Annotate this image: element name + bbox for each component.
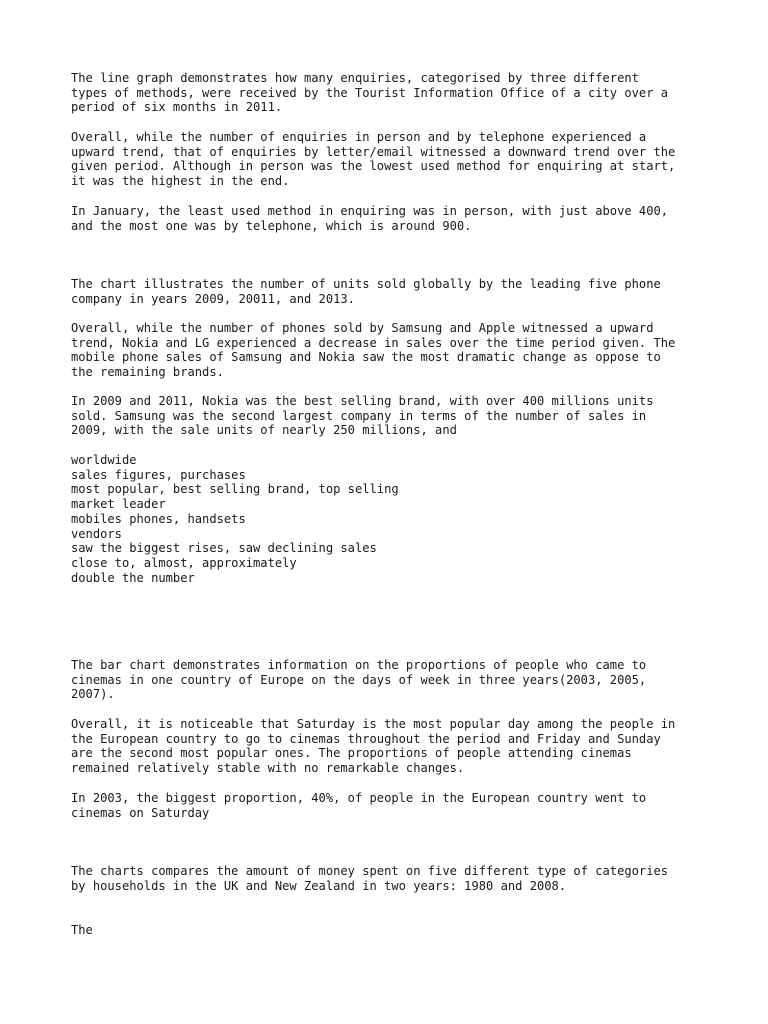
vocabulary-item: double the number xyxy=(71,570,195,585)
paragraph-phone-chart-intro: The chart illustrates the number of units sold globally by the leading five phone company in years 2009, 20011, and 2013. xyxy=(71,277,661,306)
paragraph-cinema-chart-overview: Overall, it is noticeable that Saturday is the most popular day among the people in the European country to go to cinemas throughout the period and Friday and Sunday are the second most popular ones. The proportions of people attending cinemas remained relatively stable with no remarkable changes. xyxy=(71,717,676,776)
paragraph-spending-chart-start: The xyxy=(71,923,93,937)
vocabulary-item: mobiles phones, handsets xyxy=(71,511,246,526)
vocabulary-item: sales figures, purchases xyxy=(71,467,246,482)
vocabulary-item: market leader xyxy=(71,497,166,512)
paragraph-cinema-chart-intro: The bar chart demonstrates information on the proportions of people who came to cinemas in one country of Europe on the days of week in three years(2003, 2005, 2007). xyxy=(71,658,647,702)
vocabulary-item: most popular, best selling brand, top selling xyxy=(71,482,399,497)
paragraph-line-graph-overview: Overall, while the number of enquiries in person and by telephone experienced a upward trend, that of enquiries by letter/email witnessed a downward trend over the given period. Although in person was the lowest used method for enquiring at start, it was the highest in the end. xyxy=(71,130,676,189)
vocabulary-item: worldwide xyxy=(71,453,137,467)
vocabulary-item: saw the biggest rises, saw declining sales xyxy=(71,541,377,556)
paragraph-spending-chart-intro: The charts compares the amount of money spent on five different type of categories by households in the UK and New Zealand in two years: 1980 and 2008. xyxy=(71,864,669,893)
paragraph-line-graph-intro: The line graph demonstrates how many enquiries, categorised by three different types of methods, were received by the Tourist Information Office of a city over a period of six months in 2011. xyxy=(71,71,669,115)
paragraph-line-graph-detail: In January, the least used method in enquiring was in person, with just above 400, and the most one was by telephone, which is around 900. xyxy=(71,204,669,233)
paragraph-cinema-chart-detail: In 2003, the biggest proportion, 40%, of people in the European country went to cinemas on Saturday xyxy=(71,791,647,820)
vocabulary-item: vendors xyxy=(71,526,122,541)
paragraph-phone-chart-overview: Overall, while the number of phones sold by Samsung and Apple witnessed a upward trend, Nokia and LG experienced a decrease in sales over the time period given. The mobile phone sales of Samsung and Nokia saw the most dramatic change as oppose to the remaining brands. xyxy=(71,321,676,380)
paragraph-phone-chart-detail: In 2009 and 2011, Nokia was the best selling brand, with over 400 millions units sold. Samsung was the second largest company in terms of the number of sales in 2009, with the sale units of nearly 250 millions, and xyxy=(71,394,654,438)
vocabulary-item: close to, almost, approximately xyxy=(71,555,297,570)
